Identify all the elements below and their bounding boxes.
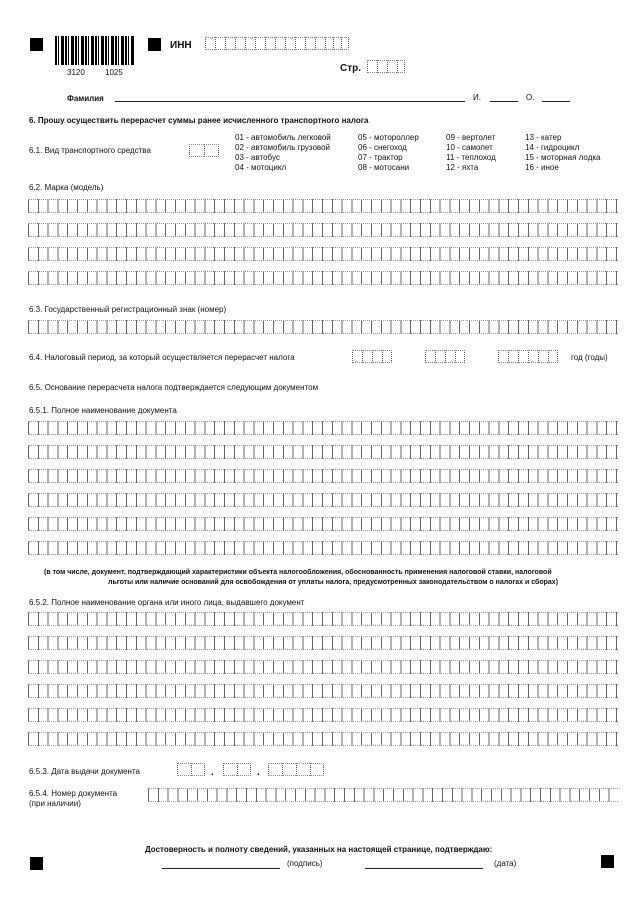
registration-marker-top-right	[148, 38, 161, 51]
registration-marker-top-left	[30, 38, 43, 51]
signature-field[interactable]	[162, 868, 280, 869]
brand-field-row[interactable]	[28, 199, 618, 213]
date-separator: .	[257, 767, 260, 778]
vehicle-code: 07 - трактор	[358, 153, 403, 162]
vehicle-code: 16 - иное	[525, 163, 559, 172]
surname-label: Фамилия	[67, 94, 104, 103]
period-year-3-field[interactable]	[498, 350, 558, 363]
doc-note-line-2: льготы или наличие оснований для освобождения от уплаты налога, предусмотренных законодательством о налогах и сборах)	[108, 579, 559, 586]
issuer-field-row[interactable]	[28, 732, 618, 746]
period-year-2-field[interactable]	[425, 350, 465, 363]
surname-field[interactable]	[115, 101, 465, 102]
inn-field[interactable]	[205, 37, 349, 50]
date-label: (дата)	[494, 859, 517, 868]
doc-number-label: 6.5.4. Номер документа	[29, 789, 118, 798]
date-separator: .	[211, 767, 214, 778]
vehicle-code: 13 - катер	[525, 133, 562, 142]
initial-o-label: О.	[526, 93, 535, 102]
doc-name-label: 6.5.1. Полное наименование документа	[29, 406, 177, 415]
inn-label: ИНН	[170, 40, 192, 51]
brand-field-row[interactable]	[28, 271, 618, 285]
issuer-field-row[interactable]	[28, 636, 618, 650]
vehicle-code: 02 - автомобиль грузовой	[235, 143, 330, 152]
vehicle-code: 12 - яхта	[446, 163, 479, 172]
barcode-number-2: 1025	[105, 68, 123, 77]
brand-label: 6.2. Марка (модель)	[29, 183, 104, 192]
initial-i-label: И.	[473, 93, 481, 102]
vehicle-code: 10 - самолет	[446, 143, 493, 152]
vehicle-type-field[interactable]	[189, 144, 219, 157]
vehicle-codes-col-4	[525, 133, 601, 173]
vehicle-codes-col-3	[446, 133, 496, 173]
vehicle-code: 14 - гидроцикл	[525, 143, 580, 152]
initial-i-field[interactable]	[490, 101, 518, 102]
vehicle-code: 04 - мотоцикл	[235, 163, 287, 172]
vehicle-codes-col-2	[358, 133, 419, 173]
page-number-field[interactable]	[367, 60, 405, 73]
issuer-label: 6.5.2. Полное наименование органа или иного лица, выдавшего документ	[29, 598, 305, 607]
page-label: Стр.	[340, 63, 362, 74]
confirm-text: Достоверность и полноту сведений, указанных на настоящей странице, подтверждаю:	[145, 845, 493, 854]
brand-field-row[interactable]	[28, 247, 618, 261]
regnum-label: 6.3. Государственный регистрационный знак (номер)	[29, 305, 227, 314]
vehicle-code: 06 - снегоход	[358, 143, 407, 152]
vehicle-code: 05 - мотороллер	[358, 133, 419, 142]
registration-marker-bottom-right	[601, 855, 614, 868]
issuer-field-row[interactable]	[28, 708, 618, 722]
barcode-image	[55, 36, 135, 65]
doc-name-field-row[interactable]	[28, 469, 618, 483]
issuer-field-row[interactable]	[28, 660, 618, 674]
issuer-field-row[interactable]	[28, 684, 618, 698]
issue-date-day-field[interactable]	[177, 763, 205, 776]
section-6-title: 6. Прошу осуществить перерасчет суммы ранее исчисленного транспортного налога	[29, 116, 369, 125]
vehicle-code: 01 - автомобиль легковой	[235, 133, 331, 142]
doc-number-field[interactable]	[148, 788, 618, 802]
vehicle-codes-col-1	[235, 133, 331, 173]
doc-number-label-note: (при наличии)	[29, 799, 81, 808]
issue-date-year-field[interactable]	[268, 763, 324, 776]
brand-field-row[interactable]	[28, 223, 618, 237]
initial-o-field[interactable]	[542, 101, 570, 102]
basis-label: 6.5. Основание перерасчета налога подтверждается следующим документом	[29, 383, 319, 392]
period-label: 6.4. Налоговый период, за который осуществляется перерасчет налога	[29, 353, 295, 362]
vehicle-code: 11 - теплоход	[446, 153, 496, 162]
vehicle-code: 03 - автобус	[235, 153, 280, 162]
doc-note-line-1: (в том числе, документ, подтверждающий характеристики объекта налогообложения, обоснованность применения налоговой ставки, налоговой	[44, 569, 552, 576]
period-year-1-field[interactable]	[352, 350, 392, 363]
doc-name-field-row[interactable]	[28, 517, 618, 531]
period-suffix: год (годы)	[571, 353, 608, 362]
issue-date-label: 6.5.3. Дата выдачи документа	[29, 767, 140, 776]
doc-name-field-row[interactable]	[28, 421, 618, 435]
vehicle-code: 15 - моторная лодка	[525, 153, 601, 162]
regnum-field[interactable]	[28, 320, 618, 334]
date-field[interactable]	[365, 868, 483, 869]
registration-marker-bottom-left	[30, 857, 43, 870]
doc-name-field-row[interactable]	[28, 541, 618, 555]
doc-name-field-row[interactable]	[28, 445, 618, 459]
vehicle-type-label: 6.1. Вид транспортного средства	[29, 146, 151, 155]
issuer-field-row[interactable]	[28, 612, 618, 626]
vehicle-code: 09 - вертолет	[446, 133, 496, 142]
signature-label: (подпись)	[287, 859, 323, 868]
barcode-number-1: 3120	[67, 68, 85, 77]
vehicle-code: 08 - мотосани	[358, 163, 410, 172]
doc-name-field-row[interactable]	[28, 493, 618, 507]
issue-date-month-field[interactable]	[223, 763, 251, 776]
